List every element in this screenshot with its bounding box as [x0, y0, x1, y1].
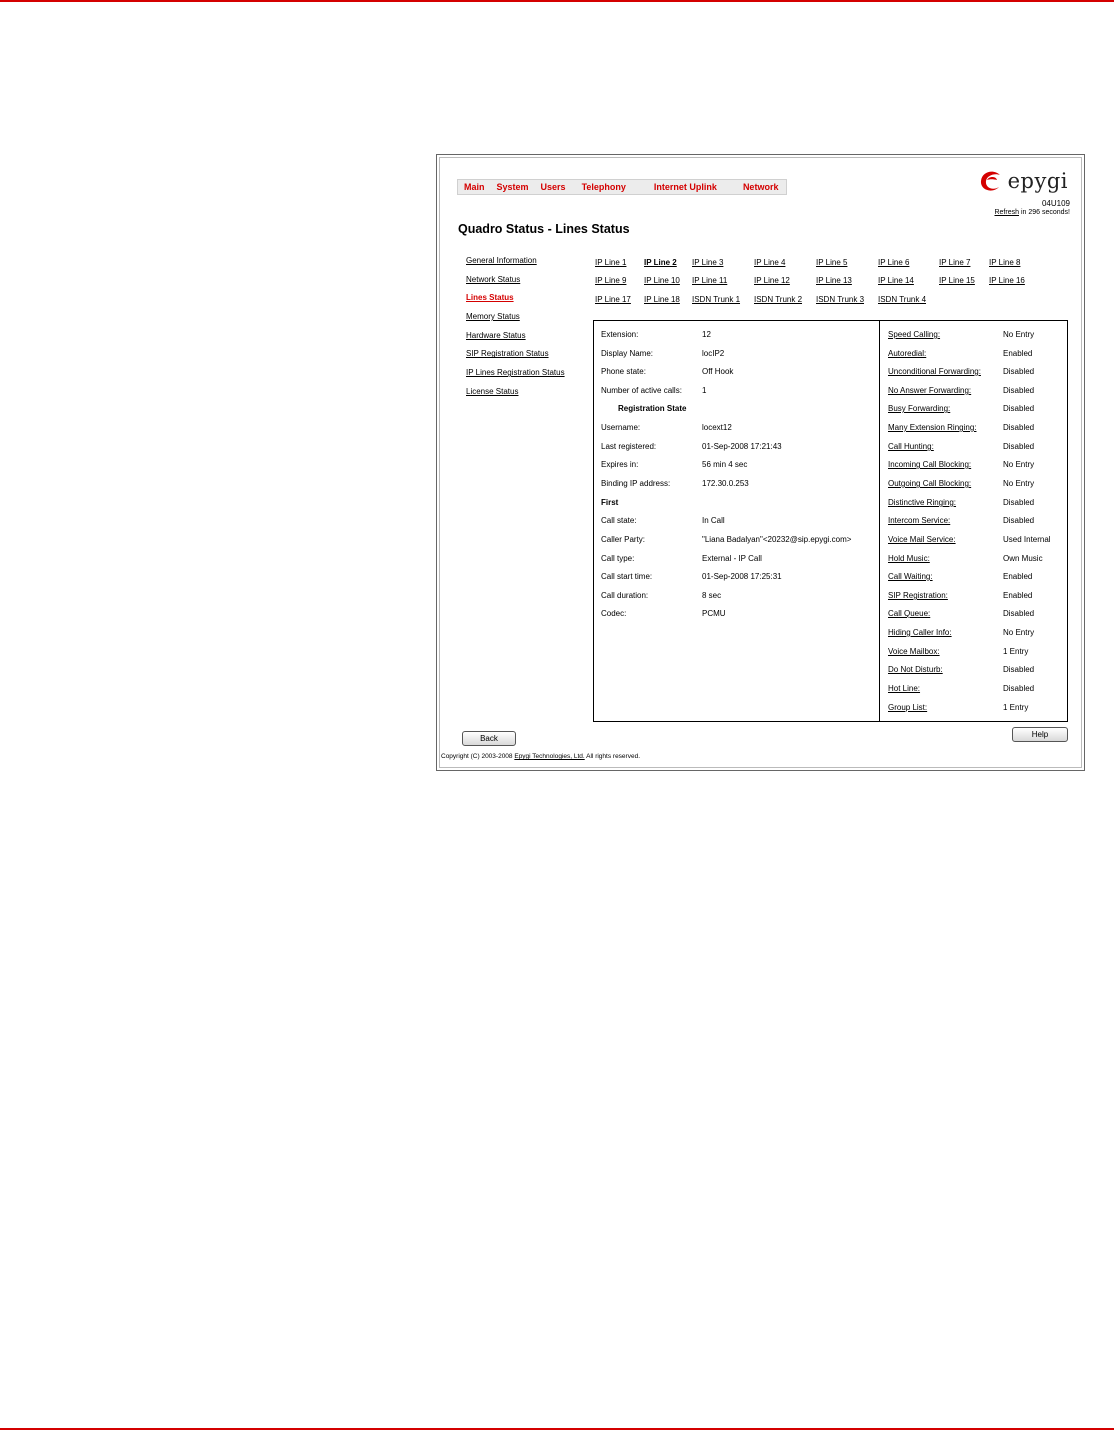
service-link[interactable]: Unconditional Forwarding:: [888, 367, 981, 376]
line-link[interactable]: IP Line 1: [595, 258, 627, 267]
model-number: 04U109: [1041, 199, 1070, 208]
sidebar-item-ip-lines-registration-status[interactable]: IP Lines Registration Status: [466, 368, 565, 378]
sidebar-item-hardware-status[interactable]: Hardware Status: [466, 330, 526, 340]
refresh-link[interactable]: Refresh: [994, 209, 1019, 216]
service-value: Disabled: [1003, 404, 1035, 413]
section-heading: Registration State: [618, 404, 687, 413]
detail-label: Binding IP address:: [601, 479, 671, 488]
line-link[interactable]: IP Line 3: [692, 258, 724, 267]
detail-label: Phone state:: [601, 367, 646, 376]
line-link[interactable]: ISDN Trunk 4: [878, 295, 927, 304]
section-heading: First: [601, 498, 619, 507]
service-link[interactable]: Hot Line:: [888, 684, 921, 693]
service-value: Enabled: [1003, 591, 1033, 600]
sidebar-item-lines-status[interactable]: Lines Status: [466, 293, 514, 303]
line-link[interactable]: ISDN Trunk 1: [692, 295, 741, 304]
menu-telephony[interactable]: Telephony: [581, 182, 626, 192]
epygi-logo: [978, 169, 1068, 193]
service-value: Disabled: [1003, 609, 1035, 618]
line-link[interactable]: ISDN Trunk 2: [754, 295, 803, 304]
service-link[interactable]: Do Not Disturb:: [888, 665, 943, 674]
detail-value: External - IP Call: [702, 554, 762, 563]
back-button[interactable]: Back: [462, 731, 516, 746]
service-link[interactable]: Busy Forwarding:: [888, 404, 951, 413]
top-menu-bar: [457, 179, 787, 195]
logo-wordmark: epygi: [1007, 169, 1068, 193]
service-value: Disabled: [1003, 516, 1035, 525]
service-link[interactable]: Voice Mailbox:: [888, 647, 940, 656]
sidebar-item-general-information[interactable]: General Information: [466, 256, 537, 265]
service-value: Disabled: [1003, 665, 1035, 674]
service-value: Enabled: [1003, 349, 1033, 358]
detail-value: Off Hook: [702, 367, 734, 376]
menu-internet-uplink[interactable]: Internet Uplink: [653, 182, 717, 192]
service-value: Disabled: [1003, 442, 1035, 451]
detail-label: Last registered:: [601, 442, 657, 451]
detail-value: locext12: [702, 423, 732, 432]
line-link[interactable]: IP Line 15: [939, 276, 975, 285]
menu-network[interactable]: Network: [742, 182, 779, 192]
epygi-link[interactable]: Epygi Technologies, Ltd.: [514, 753, 585, 760]
detail-label: Call type:: [601, 554, 635, 563]
sidebar-item-sip-registration-status[interactable]: SIP Registration Status: [466, 349, 549, 359]
refresh-notice: [994, 209, 1070, 216]
service-link[interactable]: No Answer Forwarding:: [888, 386, 972, 395]
line-link[interactable]: IP Line 2: [644, 258, 677, 267]
service-value: Used Internal: [1003, 535, 1051, 544]
line-link[interactable]: IP Line 12: [754, 276, 790, 285]
menu-system[interactable]: System: [496, 182, 529, 192]
detail-label: Call state:: [601, 516, 637, 525]
line-link[interactable]: IP Line 11: [692, 276, 728, 285]
detail-value: "Liana Badalyan"<20232@sip.epygi.com>: [702, 535, 852, 544]
service-link[interactable]: Call Queue:: [888, 609, 931, 618]
service-link[interactable]: SIP Registration:: [888, 591, 948, 600]
epygi-swirl-icon: [978, 169, 1006, 193]
top-red-rule: [0, 0, 1114, 2]
service-value: 1 Entry: [1003, 703, 1029, 712]
screenshot-frame: [436, 154, 1085, 771]
detail-label: Call start time:: [601, 572, 653, 581]
service-link[interactable]: Voice Mail Service:: [888, 535, 956, 544]
service-value: Enabled: [1003, 572, 1033, 581]
detail-value: 12: [702, 330, 711, 339]
sidebar-item-network-status[interactable]: Network Status: [466, 274, 521, 284]
services-panel: [880, 320, 1068, 722]
service-value: No Entry: [1003, 460, 1035, 469]
bottom-red-rule: [0, 1428, 1114, 1430]
service-value: Disabled: [1003, 386, 1035, 395]
line-link[interactable]: IP Line 9: [595, 276, 627, 285]
rights-text: All rights reserved.: [586, 753, 640, 760]
status-sidebar: [466, 256, 590, 406]
line-link[interactable]: IP Line 14: [878, 276, 914, 285]
line-link[interactable]: IP Line 7: [939, 258, 971, 267]
line-link[interactable]: ISDN Trunk 3: [816, 295, 865, 304]
service-value: 1 Entry: [1003, 647, 1029, 656]
menu-users[interactable]: Users: [540, 182, 566, 192]
refresh-countdown: in 296 seconds!: [1020, 209, 1070, 216]
detail-value: PCMU: [702, 609, 726, 618]
detail-value: 8 sec: [702, 591, 722, 600]
line-link[interactable]: IP Line 5: [816, 258, 848, 267]
detail-label: Number of active calls:: [601, 386, 682, 395]
service-link[interactable]: Intercom Service:: [888, 516, 951, 525]
service-value: Disabled: [1003, 367, 1035, 376]
copyright-text: Copyright (C) 2003-2008: [441, 753, 513, 760]
service-link[interactable]: Distinctive Ringing:: [888, 498, 957, 507]
sidebar-item-license-status[interactable]: License Status: [466, 386, 519, 396]
service-value: No Entry: [1003, 628, 1035, 637]
service-value: No Entry: [1003, 330, 1035, 339]
service-value: Disabled: [1003, 423, 1035, 432]
service-value: Own Music: [1003, 554, 1043, 563]
line-link[interactable]: IP Line 16: [989, 276, 1025, 285]
service-link[interactable]: Autoredial:: [888, 349, 927, 358]
service-value: Disabled: [1003, 684, 1035, 693]
line-link[interactable]: IP Line 17: [595, 295, 631, 304]
detail-label: Expires in:: [601, 460, 639, 469]
page-title: Quadro Status - Lines Status: [458, 222, 630, 236]
menu-main[interactable]: Main: [464, 182, 485, 192]
service-link[interactable]: Call Hunting:: [888, 442, 934, 451]
line-link[interactable]: IP Line 8: [989, 258, 1021, 267]
detail-label: Call duration:: [601, 591, 649, 600]
line-details-panel: [593, 320, 880, 722]
service-link[interactable]: Hold Music:: [888, 554, 930, 563]
detail-value: 1: [702, 386, 707, 395]
line-link[interactable]: IP Line 6: [878, 258, 910, 267]
detail-label: Username:: [601, 423, 641, 432]
detail-label: Display Name:: [601, 349, 654, 358]
service-link[interactable]: Hiding Caller Info:: [888, 628, 952, 637]
detail-value: locIP2: [702, 349, 725, 358]
detail-label: Extension:: [601, 330, 639, 339]
service-value: Disabled: [1003, 498, 1035, 507]
service-link[interactable]: Call Waiting:: [888, 572, 933, 581]
service-link[interactable]: Group List:: [888, 703, 928, 712]
line-link[interactable]: IP Line 10: [644, 276, 680, 285]
service-link[interactable]: Many Extension Ringing:: [888, 423, 977, 432]
detail-value: 01-Sep-2008 17:21:43: [702, 442, 782, 451]
service-link[interactable]: Incoming Call Blocking:: [888, 460, 972, 469]
detail-value: 01-Sep-2008 17:25:31: [702, 572, 782, 581]
detail-value: 56 min 4 sec: [702, 460, 748, 469]
service-value: No Entry: [1003, 479, 1035, 488]
line-link[interactable]: IP Line 13: [816, 276, 852, 285]
detail-value: In Call: [702, 516, 725, 525]
detail-value: 172.30.0.253: [702, 479, 749, 488]
service-link[interactable]: Speed Calling:: [888, 330, 941, 339]
line-link[interactable]: IP Line 18: [644, 295, 680, 304]
help-button[interactable]: Help: [1012, 727, 1068, 742]
copyright-footer: [441, 753, 640, 760]
service-link[interactable]: Outgoing Call Blocking:: [888, 479, 972, 488]
sidebar-item-memory-status[interactable]: Memory Status: [466, 312, 520, 322]
detail-label: Caller Party:: [601, 535, 646, 544]
detail-label: Codec:: [601, 609, 627, 618]
line-link[interactable]: IP Line 4: [754, 258, 786, 267]
